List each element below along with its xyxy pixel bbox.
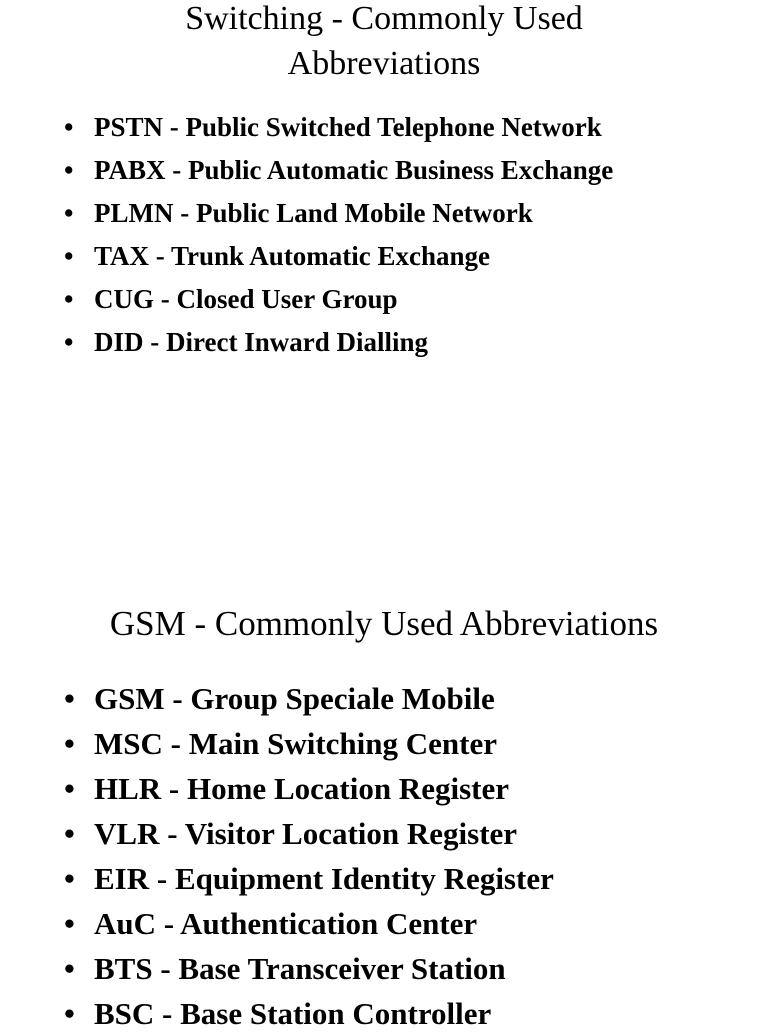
bullet-icon: • bbox=[64, 681, 75, 716]
list-item bbox=[64, 278, 613, 321]
bullet-icon: • bbox=[64, 284, 74, 314]
list-item bbox=[64, 946, 554, 991]
list-item bbox=[64, 856, 554, 901]
slide-gsm-abbreviations bbox=[0, 512, 768, 1031]
slide-title: GSM - Commonly Used Abbreviations bbox=[109, 604, 659, 643]
list-item bbox=[64, 106, 613, 149]
list-item-text: VLR - Visitor Location Register bbox=[94, 816, 518, 851]
abbreviation-list bbox=[64, 676, 554, 1036]
list-item bbox=[64, 149, 613, 192]
bullet-icon: • bbox=[64, 241, 74, 271]
list-item bbox=[64, 766, 554, 811]
list-item-text: BSC - Base Station Controller bbox=[94, 996, 492, 1031]
slide-switching-abbreviations bbox=[0, 0, 768, 512]
list-item bbox=[64, 901, 554, 946]
list-item-text: PABX - Public Automatic Business Exchange bbox=[94, 155, 614, 185]
list-item-text: GSM - Group Speciale Mobile bbox=[94, 681, 495, 716]
bullet-icon: • bbox=[64, 155, 74, 185]
list-item-text: EIR - Equipment Identity Register bbox=[94, 861, 554, 896]
list-item-text: PLMN - Public Land Mobile Network bbox=[94, 198, 533, 228]
bullet-icon: • bbox=[64, 327, 74, 357]
list-item-text: TAX - Trunk Automatic Exchange bbox=[94, 241, 491, 271]
slide-title bbox=[0, 0, 768, 86]
list-item-text: HLR - Home Location Register bbox=[94, 771, 509, 806]
list-item bbox=[64, 811, 554, 856]
list-item-text: DID - Direct Inward Dialling bbox=[94, 327, 428, 357]
list-item bbox=[64, 235, 613, 278]
bullet-icon: • bbox=[64, 726, 75, 761]
abbreviation-list bbox=[64, 106, 613, 364]
list-item bbox=[64, 321, 613, 364]
bullet-icon: • bbox=[64, 861, 75, 896]
list-item bbox=[64, 192, 613, 235]
slide-title-line-2: Abbreviations bbox=[287, 45, 481, 82]
bullet-icon: • bbox=[64, 816, 75, 851]
list-item bbox=[64, 721, 554, 766]
bullet-icon: • bbox=[64, 996, 75, 1031]
bullet-icon: • bbox=[64, 198, 74, 228]
slide-title-line-1: Switching - Commonly Used bbox=[185, 0, 583, 37]
list-item-text: BTS - Base Transceiver Station bbox=[94, 951, 506, 986]
bullet-icon: • bbox=[64, 951, 75, 986]
bullet-icon: • bbox=[64, 771, 75, 806]
list-item-text: CUG - Closed User Group bbox=[94, 284, 398, 314]
list-item-text: PSTN - Public Switched Telephone Network bbox=[94, 112, 602, 142]
list-item-text: AuC - Authentication Center bbox=[94, 906, 478, 941]
list-item bbox=[64, 676, 554, 721]
list-item bbox=[64, 991, 554, 1036]
bullet-icon: • bbox=[64, 112, 74, 142]
bullet-icon: • bbox=[64, 906, 75, 941]
list-item-text: MSC - Main Switching Center bbox=[94, 726, 497, 761]
